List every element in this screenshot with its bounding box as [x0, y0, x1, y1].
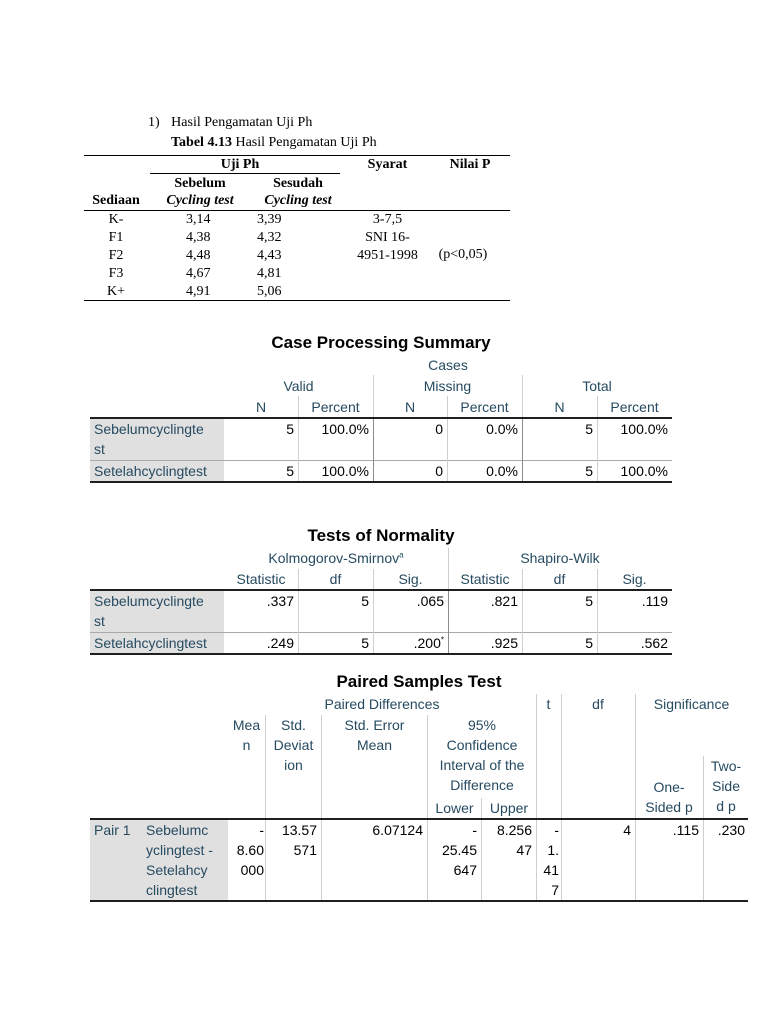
sw-header: Shapiro-Wilk	[520, 550, 600, 566]
table-row-label: Setelahcyclingtest	[90, 633, 224, 654]
cell-nilai-p: (p<0,05)	[438, 247, 488, 262]
ks-df: df	[329, 571, 342, 587]
table-row	[84, 229, 284, 247]
cell-sesudah: 4,43	[257, 248, 282, 263]
cell: 0.0%	[486, 463, 518, 479]
cell: 0.0%	[486, 421, 518, 437]
ph-rows	[84, 211, 284, 301]
df-header: df	[592, 696, 604, 712]
cell: 0	[435, 463, 443, 479]
df-value: 4	[623, 822, 631, 838]
cell-sediaan: K-	[108, 212, 124, 227]
header-line: Interval of the	[439, 757, 525, 773]
value-line: -	[259, 822, 264, 838]
cell: 0	[435, 421, 443, 437]
sig-footnote: *	[440, 635, 444, 645]
cell-sebelum: 4,48	[186, 248, 211, 263]
std-dev-value	[266, 820, 317, 860]
row-label-line: st	[94, 613, 105, 629]
cell: 5	[361, 635, 369, 651]
ks-statistic: Statistic	[236, 571, 286, 587]
case-summary-title: Case Processing Summary	[271, 333, 491, 352]
cases-header: Cases	[428, 357, 468, 373]
header-line: Std. Error	[344, 717, 405, 733]
table-row-label	[90, 591, 224, 632]
header-line: Confidence	[446, 737, 518, 753]
col-nilai-p: Nilai P	[449, 157, 491, 172]
header-line: ion	[284, 757, 303, 773]
col-sediaan: Sediaan	[92, 193, 140, 208]
cell-sediaan: F3	[108, 266, 124, 281]
value-line: 571	[293, 842, 317, 858]
value-line: -	[554, 822, 559, 838]
cell-syarat	[340, 211, 435, 265]
upper-header: Upper	[489, 800, 529, 816]
significance-header: Significance	[653, 696, 730, 712]
cell: 5	[585, 635, 593, 651]
row-label-line: yclingtest -	[146, 842, 213, 858]
cell-sediaan: F2	[108, 248, 124, 263]
row-label-line: Sebelumcyclingte	[94, 593, 204, 609]
valid-percent: Percent	[311, 399, 360, 415]
syarat-line: 4951-1998	[357, 248, 418, 263]
paired-title: Paired Samples Test	[336, 672, 502, 691]
header-line: 95%	[467, 717, 497, 733]
value-line: 7	[551, 882, 559, 898]
value-line: 647	[453, 862, 477, 878]
value-line: 47	[516, 842, 532, 858]
caption-label: Tabel 4.13	[171, 135, 232, 150]
mean-value	[228, 820, 264, 880]
cell: 5	[286, 421, 294, 437]
value-line: 000	[240, 862, 264, 878]
two-sided-value: .230	[717, 822, 745, 838]
table-caption	[171, 134, 377, 152]
one-sided-value: .115	[672, 822, 699, 838]
ks-label: Kolmogorov-Smirnov	[268, 550, 400, 566]
value-line: -	[472, 822, 477, 838]
header-line: Two-	[710, 758, 742, 774]
table-row-label	[90, 419, 224, 460]
row-label-line: Sebelumc	[146, 822, 209, 838]
value-line: 8.256	[496, 822, 532, 838]
std-err-value: 6.07124	[372, 822, 423, 838]
total-n: N	[554, 399, 565, 415]
row-label-line: Setelahcy	[146, 862, 208, 878]
cell-sesudah: 4,32	[257, 230, 282, 245]
std-dev-header	[266, 715, 321, 775]
ci-header	[428, 715, 536, 795]
cell	[373, 633, 444, 653]
std-err-header	[322, 715, 427, 755]
value-line: 41	[543, 862, 559, 878]
table-row-label: Setelahcyclingtest	[90, 461, 224, 482]
paired-diff-header: Paired Differences	[324, 696, 440, 712]
table-row	[84, 283, 284, 301]
value-line: 13.57	[281, 822, 317, 838]
header-line: Std.	[281, 717, 306, 733]
col-syarat: Syarat	[367, 157, 408, 172]
header-line: Difference	[450, 777, 514, 793]
caption-text: Hasil Pengamatan Uji Ph	[231, 135, 377, 150]
cell: .337	[266, 593, 294, 609]
cell: .249	[266, 635, 294, 651]
missing-n: N	[404, 399, 416, 415]
cell: 5	[585, 593, 593, 609]
ks-footnote: a	[399, 550, 404, 560]
upper-value	[482, 820, 532, 860]
header-line: Sided p	[645, 799, 693, 815]
t-header: t	[546, 696, 551, 712]
cell-sebelum: 4,91	[186, 284, 211, 299]
t-value	[537, 820, 559, 900]
cell-sediaan: K+	[106, 284, 125, 299]
header-line: Side	[711, 778, 741, 794]
syarat-line: SNI 16-	[365, 230, 410, 245]
sw-statistic: Statistic	[460, 571, 510, 587]
cell: 100.0%	[321, 463, 369, 479]
cell: .119	[641, 593, 668, 609]
pair-variables	[142, 820, 228, 900]
one-sided-header	[635, 777, 703, 817]
header-line: One-	[653, 779, 685, 795]
cell: 100.0%	[620, 463, 668, 479]
pair-label: Pair 1	[90, 820, 142, 900]
lower-header: Lower	[435, 800, 474, 816]
cell: .065	[416, 593, 444, 609]
table-row	[84, 247, 284, 265]
two-sided-header	[704, 756, 748, 816]
cell-sebelum: 4,38	[186, 230, 211, 245]
valid-n: N	[255, 399, 267, 415]
header-line: d p	[716, 798, 736, 814]
header-line: n	[242, 737, 251, 753]
cell-sediaan: F1	[108, 230, 124, 245]
cell-sesudah: 5,06	[257, 284, 282, 299]
valid-header: Valid	[283, 378, 314, 394]
row-label-line: Sebelumcyclingte	[94, 421, 204, 437]
value-line: 8.60	[236, 842, 264, 858]
cell: 5	[286, 463, 294, 479]
col-sebelum: Sebelum	[174, 176, 226, 191]
cell: .821	[490, 593, 518, 609]
missing-percent: Percent	[460, 399, 509, 415]
cell-sesudah: 3,39	[257, 212, 282, 227]
header-line: Mea	[232, 717, 261, 733]
total-percent: Percent	[610, 399, 659, 415]
col-uji-ph: Uji Ph	[220, 157, 260, 172]
total-header: Total	[582, 378, 612, 394]
lower-value	[428, 820, 477, 880]
table-row	[84, 211, 284, 229]
value-line: 25.45	[441, 842, 477, 858]
cell-sebelum: 3,14	[186, 212, 211, 227]
cell-sesudah: 4,81	[257, 266, 282, 281]
col-sesudah-cycling: Cycling test	[264, 193, 332, 208]
ks-sig: Sig.	[398, 571, 423, 587]
row-label-line: st	[94, 441, 105, 457]
value-line: 1.	[547, 842, 559, 858]
cell: .562	[640, 635, 668, 651]
heading-text: Hasil Pengamatan Uji Ph	[171, 115, 313, 130]
cell: 5	[361, 593, 369, 609]
sw-sig: Sig.	[622, 571, 647, 587]
header-line: Mean	[356, 737, 393, 753]
cell-sebelum: 4,67	[186, 266, 211, 281]
syarat-line: 3-7,5	[372, 212, 403, 227]
sw-df: df	[553, 571, 566, 587]
sig-value: .200	[413, 635, 441, 651]
normality-title: Tests of Normality	[307, 526, 455, 545]
cell: 100.0%	[321, 421, 369, 437]
row-label-line: clingtest	[146, 882, 198, 898]
section-heading	[148, 114, 312, 132]
header-line: Deviat	[273, 737, 314, 753]
col-sebelum-cycling: Cycling test	[166, 193, 234, 208]
col-sesudah: Sesudah	[273, 176, 323, 191]
ks-header	[224, 548, 448, 568]
cell: 5	[585, 421, 593, 437]
mean-header	[228, 715, 265, 755]
cell: .925	[490, 635, 518, 651]
missing-header: Missing	[423, 378, 472, 394]
cell: 5	[585, 463, 593, 479]
table-row	[84, 265, 284, 283]
heading-number: 1)	[148, 115, 160, 130]
cell: 100.0%	[620, 421, 668, 437]
